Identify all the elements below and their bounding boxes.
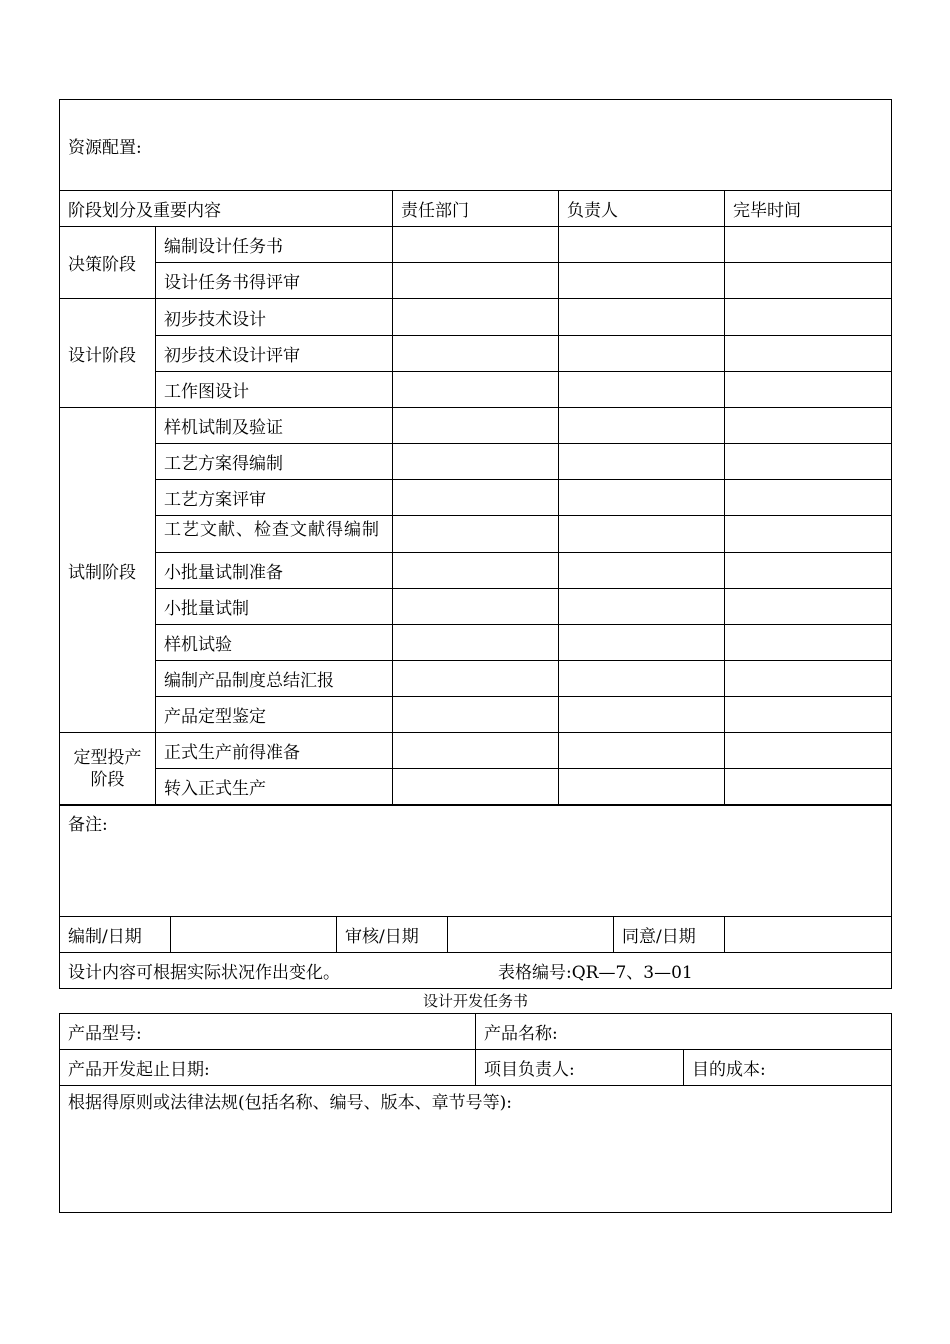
phase-item: 工艺方案评审 (156, 480, 393, 516)
owner-cell[interactable] (559, 625, 725, 661)
finish-cell[interactable] (725, 444, 892, 480)
dev-dates-field[interactable]: 产品开发起止日期: (60, 1050, 476, 1086)
approve-date-field[interactable] (725, 917, 892, 953)
dept-cell[interactable] (393, 227, 559, 263)
finish-cell[interactable] (725, 372, 892, 408)
header-stage-content: 阶段划分及重要内容 (60, 191, 393, 227)
phase-name-line: 定型投产 (73, 747, 142, 768)
finish-cell[interactable] (725, 661, 892, 697)
review-date-label: 审核/日期 (337, 917, 448, 953)
owner-cell[interactable] (559, 661, 725, 697)
phase-item: 样机试验 (156, 625, 393, 661)
phase-item: 样机试制及验证 (156, 408, 393, 444)
owner-cell[interactable] (559, 769, 725, 805)
phase-item-cell (156, 516, 393, 553)
dept-cell[interactable] (393, 589, 559, 625)
finish-cell[interactable] (725, 263, 892, 299)
finish-cell[interactable] (725, 589, 892, 625)
approve-date-label: 同意/日期 (614, 917, 725, 953)
compile-date-label: 编制/日期 (60, 917, 171, 953)
finish-cell[interactable] (725, 516, 892, 553)
resource-config-label: 资源配置: (60, 100, 892, 191)
phase-item: 编制产品制度总结汇报 (156, 661, 393, 697)
dept-cell[interactable] (393, 769, 559, 805)
dept-cell[interactable] (393, 625, 559, 661)
phase-item: 工艺文献、检查文献得编制 (164, 520, 380, 540)
owner-cell[interactable] (559, 553, 725, 589)
finish-cell[interactable] (725, 553, 892, 589)
owner-cell[interactable] (559, 263, 725, 299)
phase-item: 小批量试制 (156, 589, 393, 625)
phase-name: 试制阶段 (60, 408, 156, 733)
compile-date-field[interactable] (171, 917, 337, 953)
phase-item: 正式生产前得准备 (156, 733, 393, 769)
finish-cell[interactable] (725, 769, 892, 805)
owner-cell[interactable] (559, 408, 725, 444)
finish-cell[interactable] (725, 625, 892, 661)
phase-item: 小批量试制准备 (156, 553, 393, 589)
dept-cell[interactable] (393, 733, 559, 769)
finish-cell[interactable] (725, 227, 892, 263)
owner-cell[interactable] (559, 299, 725, 336)
dept-cell[interactable] (393, 697, 559, 733)
dept-cell[interactable] (393, 408, 559, 444)
owner-cell[interactable] (559, 516, 725, 553)
owner-cell[interactable] (559, 336, 725, 372)
header-finish-time: 完毕时间 (725, 191, 892, 227)
finish-cell[interactable] (725, 733, 892, 769)
footer-row (60, 953, 892, 989)
project-lead-field[interactable]: 项目负责人: (476, 1050, 684, 1086)
owner-cell[interactable] (559, 589, 725, 625)
owner-cell[interactable] (559, 733, 725, 769)
dept-cell[interactable] (393, 516, 559, 553)
finish-cell[interactable] (725, 336, 892, 372)
phase-item: 转入正式生产 (156, 769, 393, 805)
owner-cell[interactable] (559, 444, 725, 480)
dept-cell[interactable] (393, 480, 559, 516)
finish-cell[interactable] (725, 299, 892, 336)
phase-table (59, 99, 892, 805)
header-owner: 负责人 (559, 191, 725, 227)
form-number: 表格编号:QR—7、3—01 (498, 963, 693, 983)
phase-item: 初步技术设计 (156, 299, 393, 336)
finish-cell[interactable] (725, 697, 892, 733)
finish-cell[interactable] (725, 408, 892, 444)
phase-item: 编制设计任务书 (156, 227, 393, 263)
footer-note: 设计内容可根据实际状况作出变化。 (68, 963, 340, 983)
task-book-table (59, 1013, 892, 1213)
phase-item: 初步技术设计评审 (156, 336, 393, 372)
dept-cell[interactable] (393, 263, 559, 299)
dept-cell[interactable] (393, 299, 559, 336)
phase-name: 设计阶段 (60, 299, 156, 408)
dept-cell[interactable] (393, 661, 559, 697)
dept-cell[interactable] (393, 444, 559, 480)
dept-cell[interactable] (393, 336, 559, 372)
form2-title: 设计开发任务书 (422, 992, 528, 1010)
owner-cell[interactable] (559, 372, 725, 408)
product-name-field[interactable]: 产品名称: (476, 1014, 892, 1050)
phase-item: 产品定型鉴定 (156, 697, 393, 733)
phase-name-production (60, 733, 156, 805)
finish-cell[interactable] (725, 480, 892, 516)
owner-cell[interactable] (559, 227, 725, 263)
phase-name: 决策阶段 (60, 227, 156, 299)
phase-item: 工艺方案得编制 (156, 444, 393, 480)
product-model-field[interactable]: 产品型号: (60, 1014, 476, 1050)
dept-cell[interactable] (393, 553, 559, 589)
remarks-label: 备注: (60, 806, 892, 917)
phase-item: 工作图设计 (156, 372, 393, 408)
remarks-table (59, 805, 892, 989)
phase-item: 设计任务书得评审 (156, 263, 393, 299)
owner-cell[interactable] (559, 480, 725, 516)
target-cost-field[interactable]: 目的成本: (684, 1050, 892, 1086)
phase-name-line: 阶段 (90, 769, 125, 790)
dept-cell[interactable] (393, 372, 559, 408)
owner-cell[interactable] (559, 697, 725, 733)
basis-field[interactable]: 根据得原则或法律法规(包括名称、编号、版本、章节号等): (60, 1086, 892, 1213)
header-dept: 责任部门 (393, 191, 559, 227)
review-date-field[interactable] (448, 917, 614, 953)
